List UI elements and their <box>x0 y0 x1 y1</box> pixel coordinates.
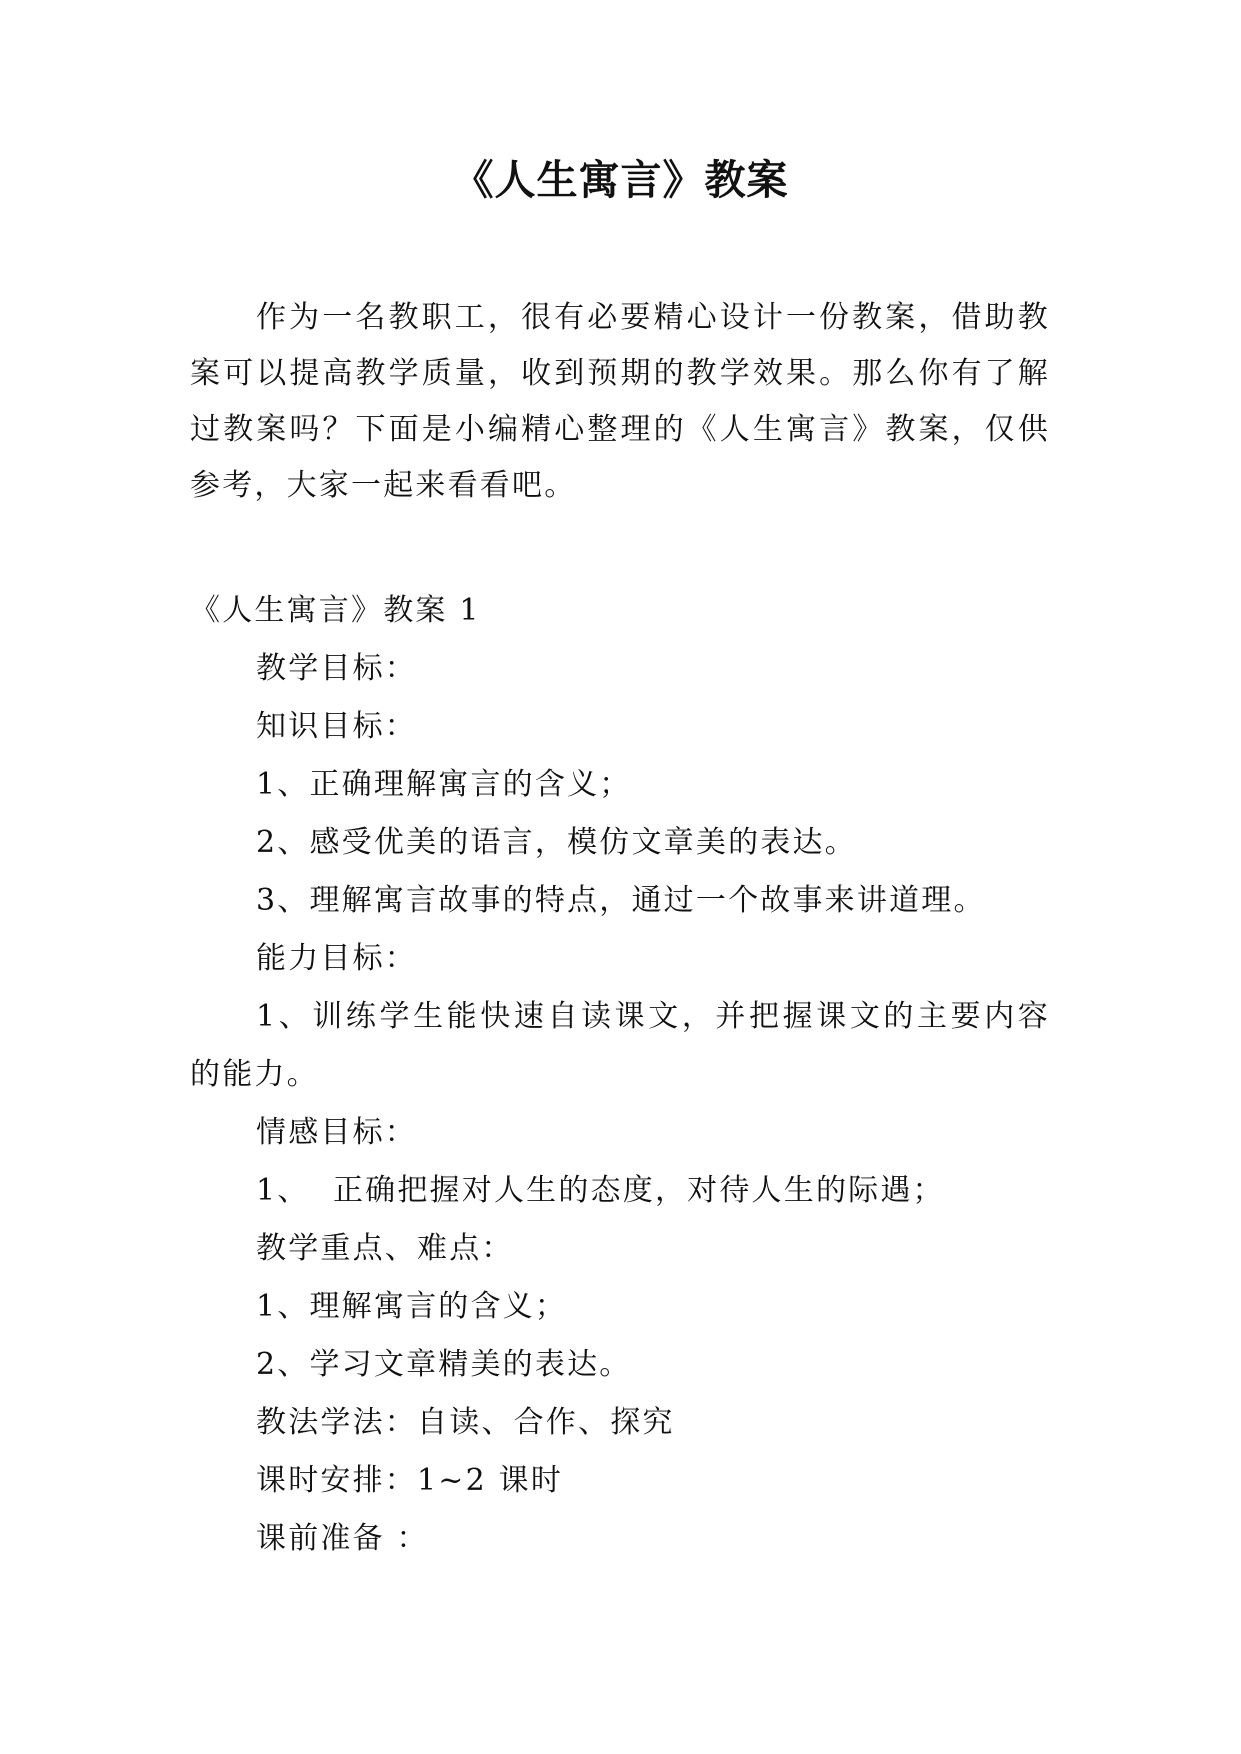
document-title: 《人生寓言》教案 <box>452 156 789 204</box>
teaching-methods: 教法学法：自读、合作、探究 <box>256 1405 675 1440</box>
key-point-item: 2、学习文章精美的表达。 <box>256 1347 632 1382</box>
heading-teaching-goals: 教学目标： <box>256 651 417 686</box>
class-hours: 课时安排：1~2 课时 <box>256 1463 564 1498</box>
lesson-plan-body <box>190 582 1050 1568</box>
heading-key-points: 教学重点、难点： <box>256 1231 514 1266</box>
section-heading: 《人生寓言》教案 1 <box>190 593 481 628</box>
knowledge-goal-item: 2、感受优美的语言，模仿文章美的表达。 <box>256 825 857 860</box>
heading-ability-goals: 能力目标： <box>256 941 417 976</box>
intro-paragraph: 作为一名教职工，很有必要精心设计一份教案，借助教案可以提高教学质量，收到预期的教学效果。那么你有了解过教案吗？下面是小编精心整理的《人生寓言》教案，仅供参考，大家一起来看看吧。 <box>190 300 1050 503</box>
key-point-item: 1、理解寓言的含义； <box>256 1289 568 1324</box>
ability-goal-item: 1、训练学生能快速自读课文，并把握课文的主要内容的能力。 <box>190 999 1050 1092</box>
preparation-heading: 课前准备 ： <box>256 1521 429 1556</box>
knowledge-goal-item: 3、理解寓言故事的特点，通过一个故事来讲道理。 <box>256 883 986 918</box>
emotion-goal-item: 1、 正确把握对人生的态度，对待人生的际遇； <box>256 1173 945 1208</box>
heading-knowledge-goals: 知识目标： <box>256 709 417 744</box>
heading-emotion-goals: 情感目标： <box>256 1115 417 1150</box>
knowledge-goal-item: 1、正确理解寓言的含义； <box>256 767 632 802</box>
